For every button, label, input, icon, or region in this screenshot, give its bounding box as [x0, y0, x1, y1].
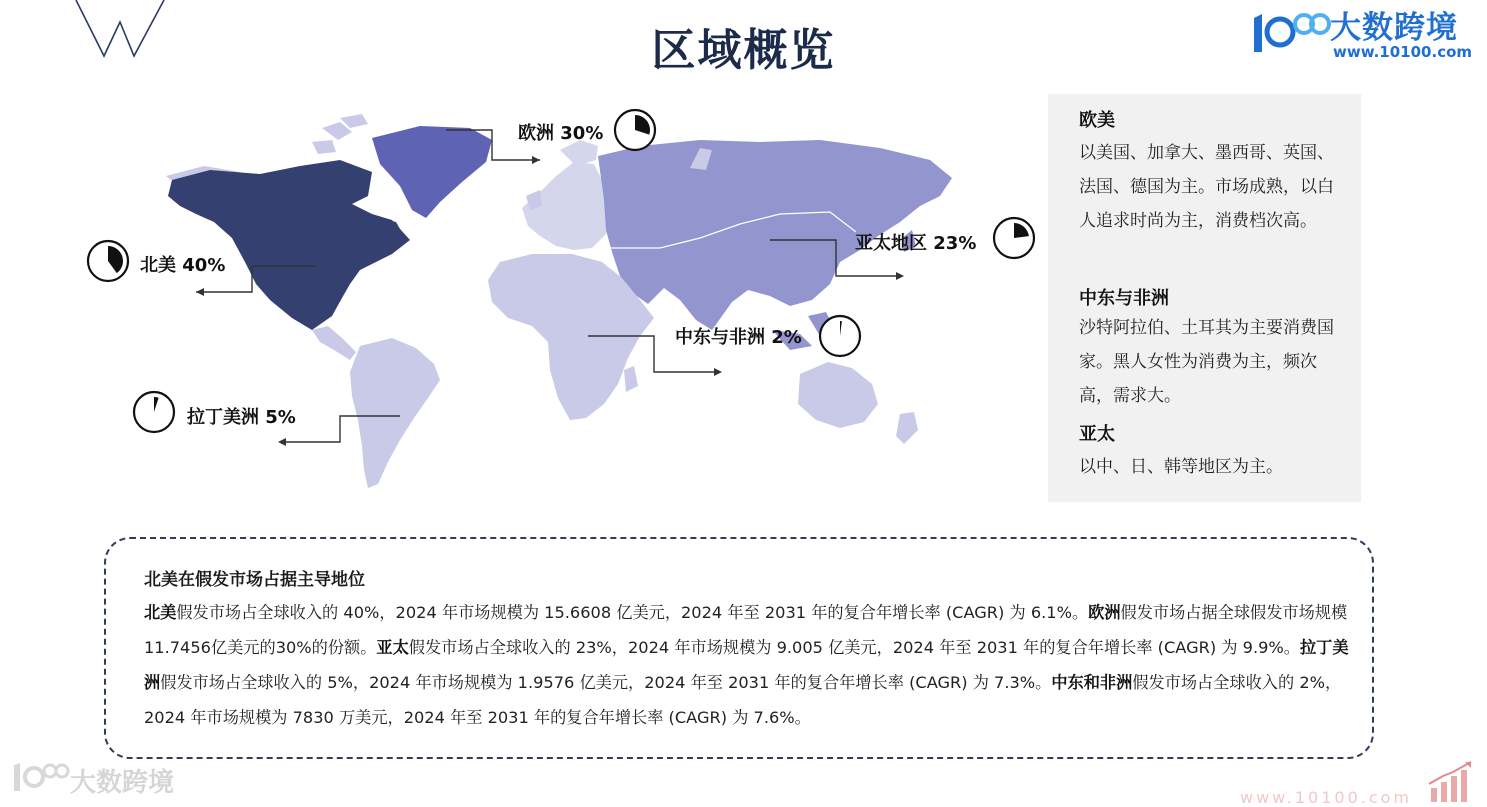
label-latam: 拉丁美洲 5%: [187, 407, 296, 428]
summary-text-europe: 假发市场占据全球假发市场规模11.7456亿美元的30%的份额。: [144, 603, 1348, 657]
watermark-url: www.10100.com: [1240, 788, 1413, 807]
brand-logo-icon: [1250, 6, 1332, 58]
region-info-panel: [1048, 94, 1361, 502]
page-title: 区域概览: [651, 25, 836, 76]
label-north-america: 北美 40%: [140, 255, 226, 276]
info-heading-mea: 中东与非洲: [1079, 288, 1169, 309]
growth-chart-icon: [1425, 758, 1480, 802]
info-heading-europe-america: 欧美: [1079, 110, 1115, 131]
label-mea: 中东与非洲 2%: [675, 327, 802, 348]
summary-text: [144, 595, 1349, 735]
info-body-apac: 以中、日、韩等地区为主。: [1079, 457, 1283, 477]
south-america-shape: [350, 338, 440, 488]
north-america-shape: [168, 160, 410, 330]
label-europe: 欧洲 30%: [518, 123, 604, 144]
australia-shape: [798, 362, 878, 428]
summary-title: 北美在假发市场占据主导地位: [144, 570, 365, 590]
brand-url[interactable]: www.10100.com: [1333, 43, 1473, 61]
summary-region-apac: 亚太: [376, 638, 409, 657]
pie-mea-icon: [820, 316, 860, 356]
info-body-mea: 沙特阿拉伯、土耳其为主要消费国家。黑人女性为消费为主，频次高，需求大。: [1079, 318, 1334, 406]
info-body-europe-america: 以美国、加拿大、墨西哥、英国、法国、德国为主。市场成熟，以白人追求时尚为主，消费档次高。: [1079, 143, 1334, 231]
pie-europe-icon: [615, 110, 655, 150]
info-heading-apac: 亚太: [1079, 424, 1115, 445]
pie-latam-icon: [134, 392, 174, 432]
summary-text-apac: 假发市场占全球收入的 23%，2024 年市场规模为 9.005 亿美元，2024 年至 2031 年的复合年增长率 (CAGR) 为 9.9%。: [408, 638, 1300, 657]
summary-box: [104, 537, 1374, 759]
summary-region-europe: 欧洲: [1088, 603, 1121, 622]
pie-north-america-icon: [88, 241, 128, 281]
summary-region-latam: 拉丁美洲: [144, 638, 1349, 692]
greenland-shape: [372, 126, 492, 218]
summary-text-latam: 假发市场占全球收入的 5%，2024 年市场规模为 1.9576 亿美元，2024 年至 2031 年的复合年增长率 (CAGR) 为 7.3%。: [160, 673, 1052, 692]
summary-text-north-america: 假发市场占全球收入的 40%，2024 年市场规模为 15.6608 亿美元，2024 年至 2031 年的复合年增长率 (CAGR) 为 6.1%。: [176, 603, 1089, 622]
summary-region-north-america: 北美: [144, 603, 177, 622]
pie-asia-pacific-icon: [994, 218, 1034, 258]
summary-region-mea: 中东和非洲: [1051, 673, 1133, 692]
watermark-text: 大数跨境: [70, 768, 175, 798]
summary-text-mea: 假发市场占全球收入的 2%，2024 年市场规模为 7830 万美元，2024 年至 2031 年的复合年增长率 (CAGR) 为 7.6%。: [144, 673, 1342, 727]
label-asia-pacific: 亚太地区 23%: [855, 233, 977, 254]
watermark-logo-icon: [10, 757, 70, 797]
brand-name: 大数跨境: [1330, 10, 1458, 46]
